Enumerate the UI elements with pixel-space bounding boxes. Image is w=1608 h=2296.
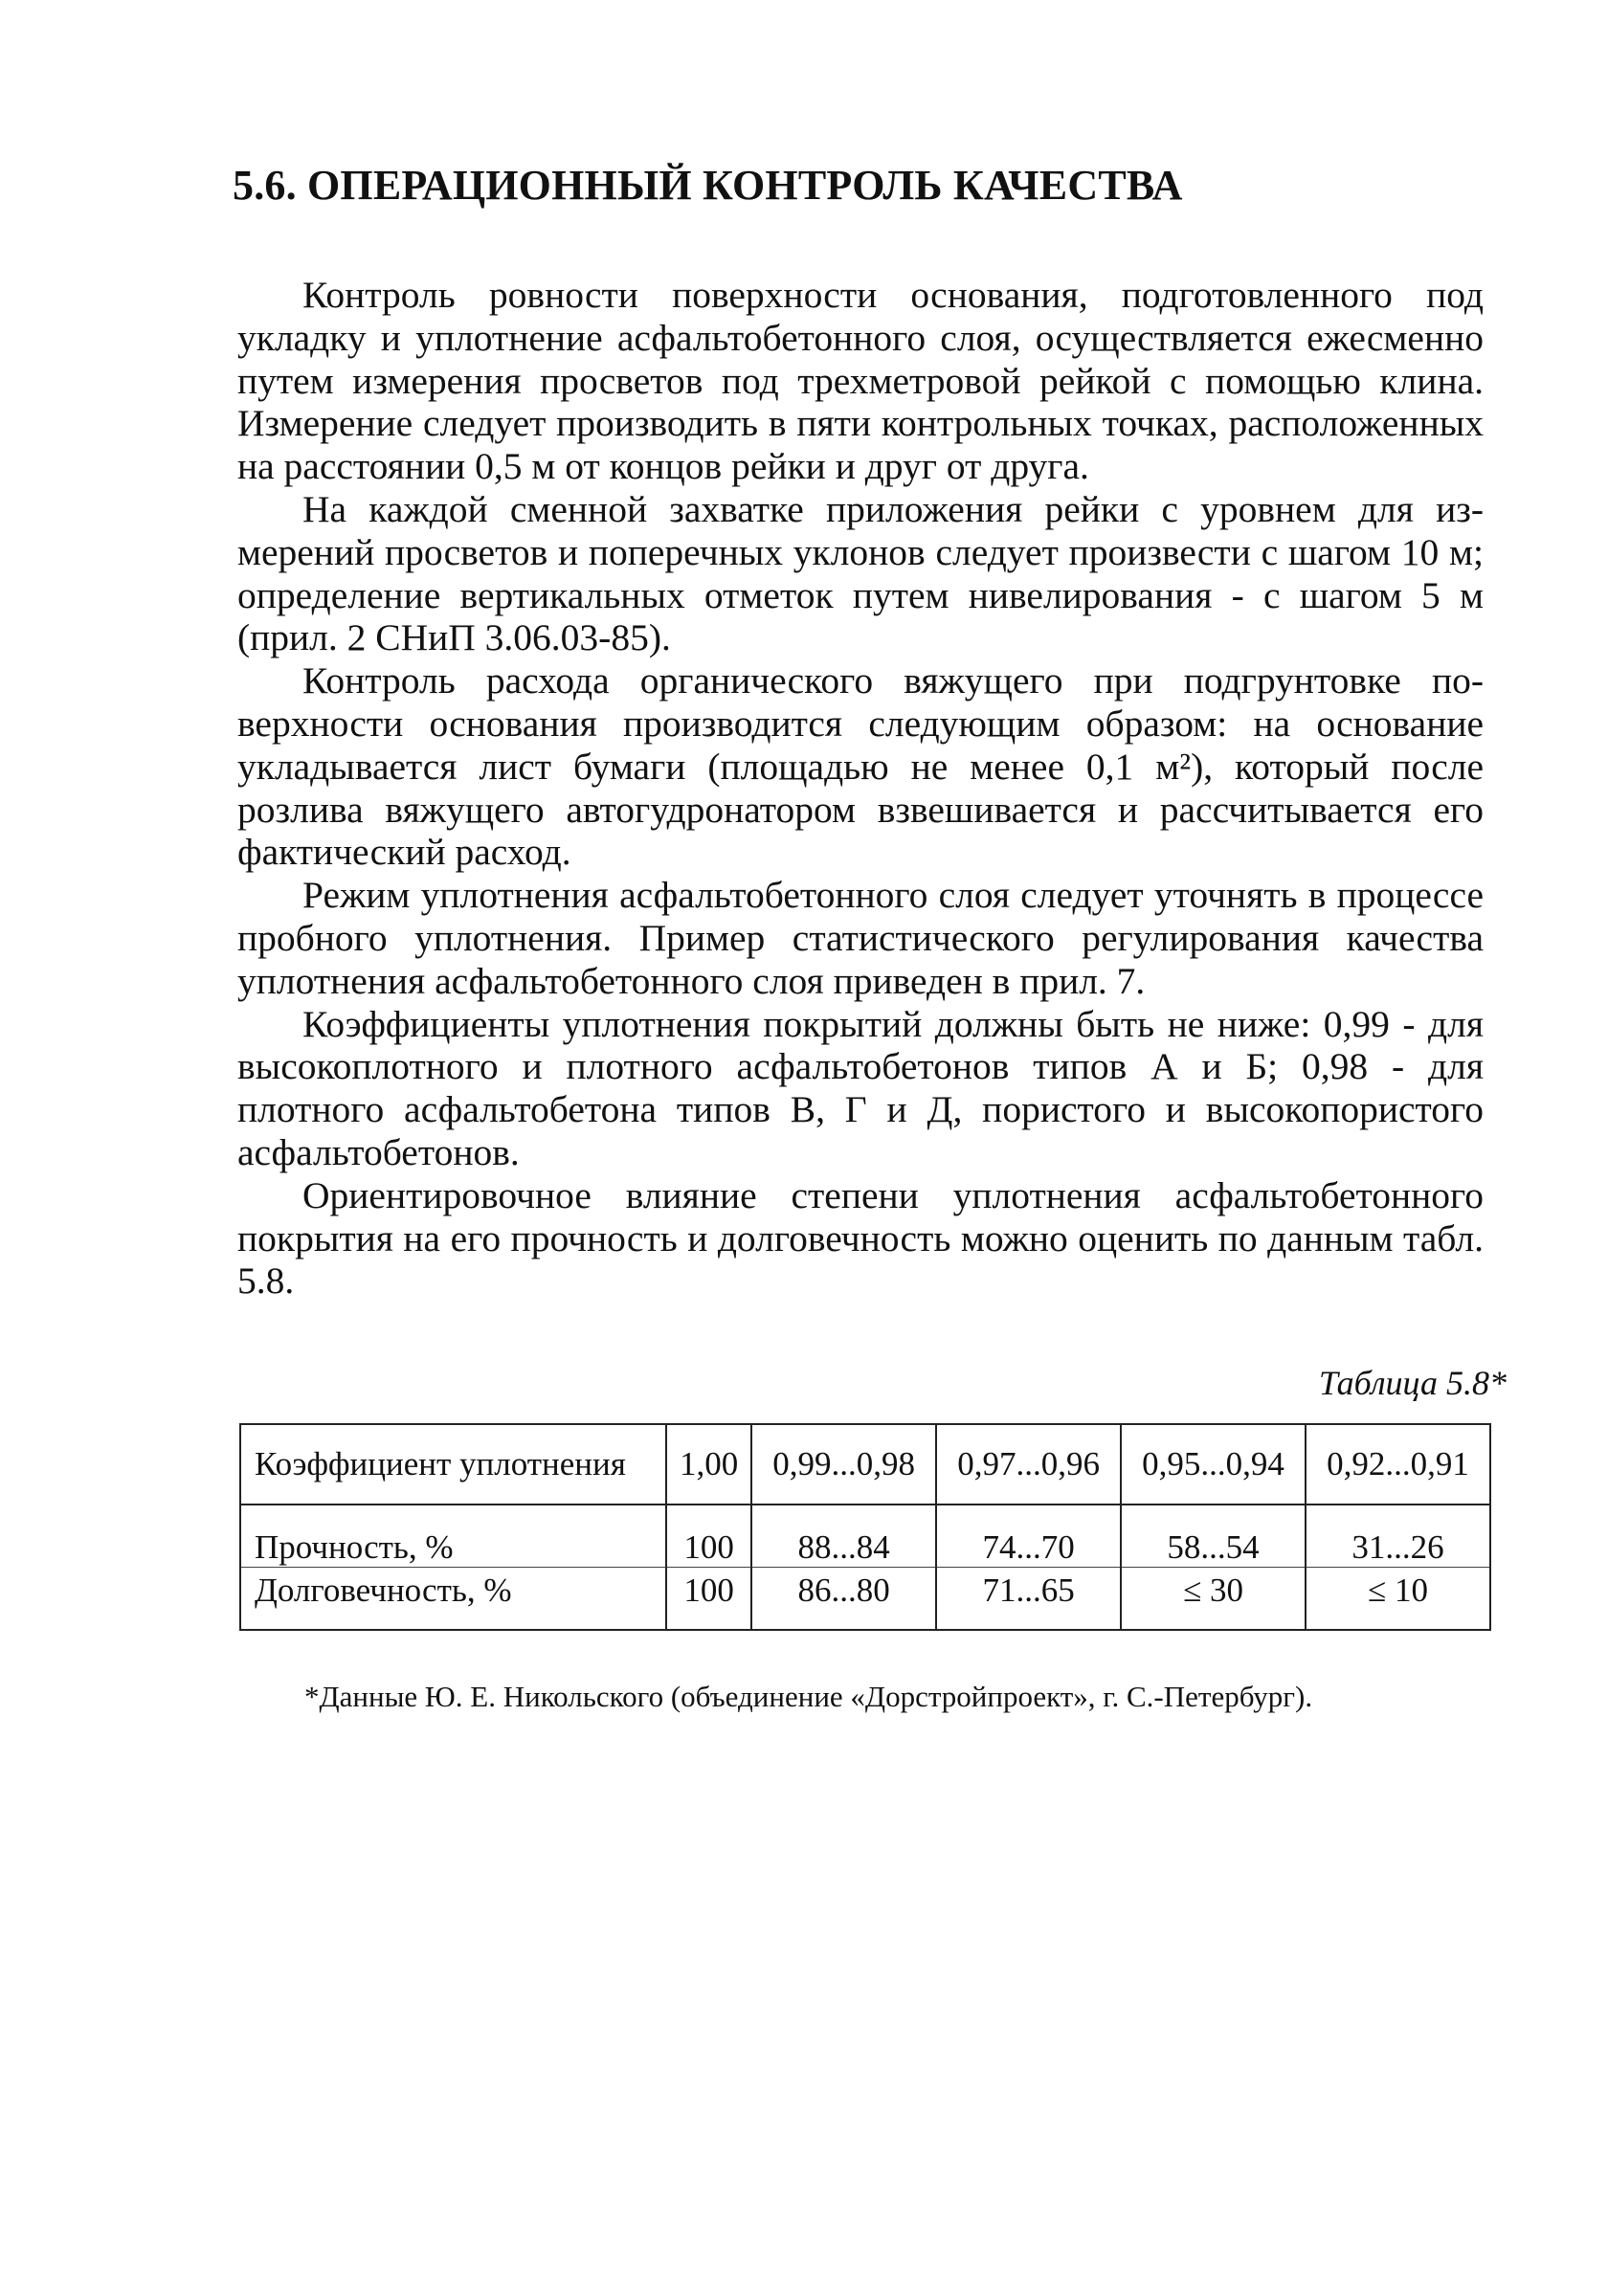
table-header-cell: 0,95...0,94 xyxy=(1121,1424,1306,1505)
table-cell: 88...84 xyxy=(751,1505,936,1568)
table-cell: 100 xyxy=(666,1505,751,1568)
table-row xyxy=(240,1505,1490,1568)
table-cell: 86...80 xyxy=(751,1568,936,1631)
paragraph: На каждой сменной захватке приложения рейки с уровнем для измерений просветов и поперечных уклонов следует произвести с шагом 10 м; определение вертикальных отметок путем нивелирования - с шагом 5 м (прил. 2 СНиП 3.06.03-85). xyxy=(237,487,1484,659)
table-header-cell: Коэффициент уплотнения xyxy=(240,1424,666,1505)
table-header-cell: 0,97...0,96 xyxy=(936,1424,1121,1505)
table-header-cell: 0,99...0,98 xyxy=(751,1424,936,1505)
table-header-row xyxy=(240,1424,1490,1505)
table-cell: 31...26 xyxy=(1306,1505,1490,1568)
table-header-cell: 1,00 xyxy=(666,1424,751,1505)
table-cell: ≤ 30 xyxy=(1121,1568,1306,1631)
paragraph: Коэффициенты уплотнения покрытий должны быть не ниже: 0,99 - для высокоплотного и плотного асфальтобетонов типов А и Б; 0,98 - для плотного асфальтобетона типов В, Г и Д, пористого и высокопористого асфальтобетонов. xyxy=(237,1002,1484,1173)
table-row-label: Долговечность, % xyxy=(240,1568,666,1631)
body-text xyxy=(237,274,1484,1303)
table-footnote: *Данные Ю. Е. Никольского (объединение «Дорстройпроект», г. С.-Петербург). xyxy=(304,1680,1313,1713)
table-row xyxy=(240,1568,1490,1631)
table-cell: 71...65 xyxy=(936,1568,1121,1631)
table-cell: 74...70 xyxy=(936,1505,1121,1568)
table-cell: ≤ 10 xyxy=(1306,1568,1490,1631)
table-caption: Таблица 5.8* xyxy=(1318,1364,1507,1402)
table-cell: 100 xyxy=(666,1568,751,1631)
table-header-cell: 0,92...0,91 xyxy=(1306,1424,1490,1505)
table-cell: 58...54 xyxy=(1121,1505,1306,1568)
paragraph: Контроль ровности поверхности основания, подготовленного под укладку и уплотнение асфальтобетонного слоя, осуществляется ежесменно путем измерения просветов под трехметровой рейкой с помощью клина. Измерение следует производить в пяти контрольных точках, расположенных на расстоянии 0,5 м от концов рейки и друг от друга. xyxy=(237,274,1484,488)
section-heading: 5.6. ОПЕРАЦИОННЫЙ КОНТРОЛЬ КАЧЕСТВА xyxy=(233,162,1183,209)
paragraph: Режим уплотнения асфальтобетонного слоя следует уточнять в процессе пробного уплотнения. Пример статистического регулирования качества уплотнения асфальтобетонного слоя приведен в прил. 7. xyxy=(237,874,1484,1002)
table-row-label: Прочность, % xyxy=(240,1505,666,1568)
paragraph: Ориентировочное влияние степени уплотнения асфальтобетонного покрытия на его прочность и долговечность можно оценить по данным табл. 5.8. xyxy=(237,1173,1484,1303)
paragraph: Контроль расхода органического вяжущего при подгрунтовке поверхности основания производится следующим образом: на основание укладывается лист бумаги (площадью не менее 0,1 м²), который после розлива вяжущего автогудронатором взвешивается и рассчитывается его фактический расход. xyxy=(237,659,1484,874)
compaction-table xyxy=(239,1423,1491,1631)
